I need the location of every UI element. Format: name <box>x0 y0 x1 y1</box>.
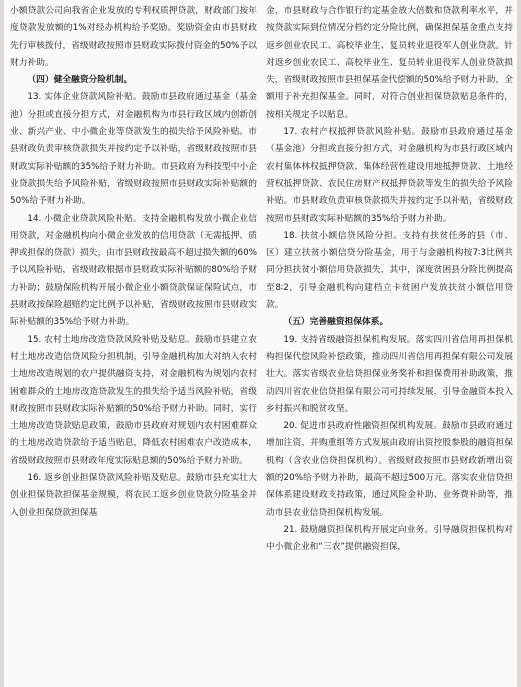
left-paragraph-5: 16. 返乡创业担保贷款风险补贴及贴息。鼓励市县充实壮大创业担保贷款担保基金规模，将农民工返乡创业贷款分险基金并入创业担保贷款担保基 <box>10 473 257 518</box>
left-paragraph-3: 14. 小微企业贷款风险补贴。支持金融机构发放小微企业信用贷款，对金融机构向小微企业发放的信用贷款（无需抵押、质押或担保的贷款）损失，由市县财政按最高不超过损失额的60%予以风险补贴，省级财政根据市县财政实际补贴额的80%给予财力补助；鼓励保险机构开展小微企业小额贷款保证保险试点，市县财政按保险超赔约定比例予以补贴，省级财政按照市县财政实际补贴额的35%给予财力补助。 <box>10 213 257 328</box>
right-paragraph-4: 19. 支持省级融资担保机构发展。落实四川省信用再担保机构担保代偿风险补偿政策，推动四川省信用再担保有限公司发展壮大。落实省级农业信贷担保业务奖补和担保费用补助政策，推动四川省农业信贷担保有限公司可持续发展，引导金融资本投入乡村振兴和脱贫攻坚。 <box>266 334 513 414</box>
right-paragraph-0: 金，市县财政与合作银行约定基金放大倍数和贷款利率水平，并按贷款实际到位情况分档约定分险比例，确保担保基金重点支持返乡创业农民工、高校毕业生、复员转业退役军人创业贷款。针对返乡创业农民工、高校毕业生、复员转业退役军人创业贷款损失，省级财政按照市县担保基金代偿额的50%给予财力补助，全额用于补充担保基金。同时，对符合创业担保贷款贴息条件的，按相关规定予以贴息。 <box>266 6 513 120</box>
right-paragraph-2: 18. 扶贫小额信贷风险分担。支持有扶贫任务的县（市、区）建立扶贫小额信贷分险基金，用于与金融机构按7∶3比例共同分担扶贫小额信用贷款损失，其中，深度贫困县分险比例提高至8∶2，引导金融机构向建档立卡贫困户发放扶贫小额信用贷款。 <box>266 230 513 311</box>
left-paragraph-4: 15. 农村土地房改造贷款风险补贴及贴息。鼓励市县建立农村土地房改造信贷风险分担机制，引导金融机构加大对纳入农村土地房改造规划的农户提供融资支持，对金融机构为规划内农村困难群众的土地房改造贷款发生的损失给予适当风险补贴，省级财政按照市县财政实际补贴额的50%给予财力补助。同时，实行土地房改造贷款贴息政策，鼓励市县政府对规划内农村困难群众的土地房改造贷款给予适当贴息，降低农村困难农户改造成本，省级财政按照市县财政年度实际贴息额的50%给予财力补助。 <box>10 334 257 466</box>
right-column <box>266 3 513 687</box>
right-paragraph-1: 17. 农村产权抵押贷款风险补贴。鼓励市县政府通过基金（基金池）分担或直接分担方式，对金融机构为市县行政区域内农村集体林权抵押贷款、集体经营性建设用地抵押贷款、土地经营权抵押贷款、农民住房财产权抵押贷款等发生的损失给予风险补贴。市县财政负责审核贷款损失并按约定予以补贴，省级财政按照市县财政实际补贴额的35%给予财力补助。 <box>266 127 513 224</box>
right-section-heading-3: （五）完善融资担保体系。 <box>283 317 389 328</box>
left-section-heading-1: （四）健全融资分险机制。 <box>27 75 133 86</box>
right-paragraph-5: 20. 促进市县政府性融资担保机构发展。鼓励市县政府通过增加注资、并购重组等方式发展由政府出资控股参股的融资担保机构（含农业信贷担保机构）。省级财政按照市县财政新增出资额的20%给予财力补助，最高不超过500万元。落实农业信贷担保体系建设财政支持政策，通过风险金补助、业务费补助等，推动市县农业信贷担保机构发展。 <box>266 421 513 518</box>
document-page <box>4 0 517 687</box>
right-paragraph-6: 21. 鼓励融资担保机构开展定向业务。引导融资担保机构对中小微企业和“三农”提供融资担保， <box>266 524 513 553</box>
left-paragraph-0: 小额贷款公司向我省企业发放的专利权质押贷款，财政部门按年度贷款发放额的1%对经办机构给予奖励。奖励资金由市县财政先行审核拨付，省级财政按照市县财政实际拨付资金的50%予以财力补助。 <box>10 6 257 68</box>
left-paragraph-2: 13. 实体企业贷款风险补贴。鼓励市县政府通过基金（基金池）分担或直接分担方式，对金融机构为市县行政区域内创新创业、新兴产业、中小微企业等贷款发生的损失给予风险补贴。市县财政负责审核贷款损失并按约定予以补贴，省级财政按照市县财政实际补贴额的35%给予财力补助。市县政府为科技型中小企业贷款损失给予风险补贴，省级财政按照市县财政实际补贴额的50%给予财力补助。 <box>10 92 257 207</box>
left-column <box>10 3 257 687</box>
